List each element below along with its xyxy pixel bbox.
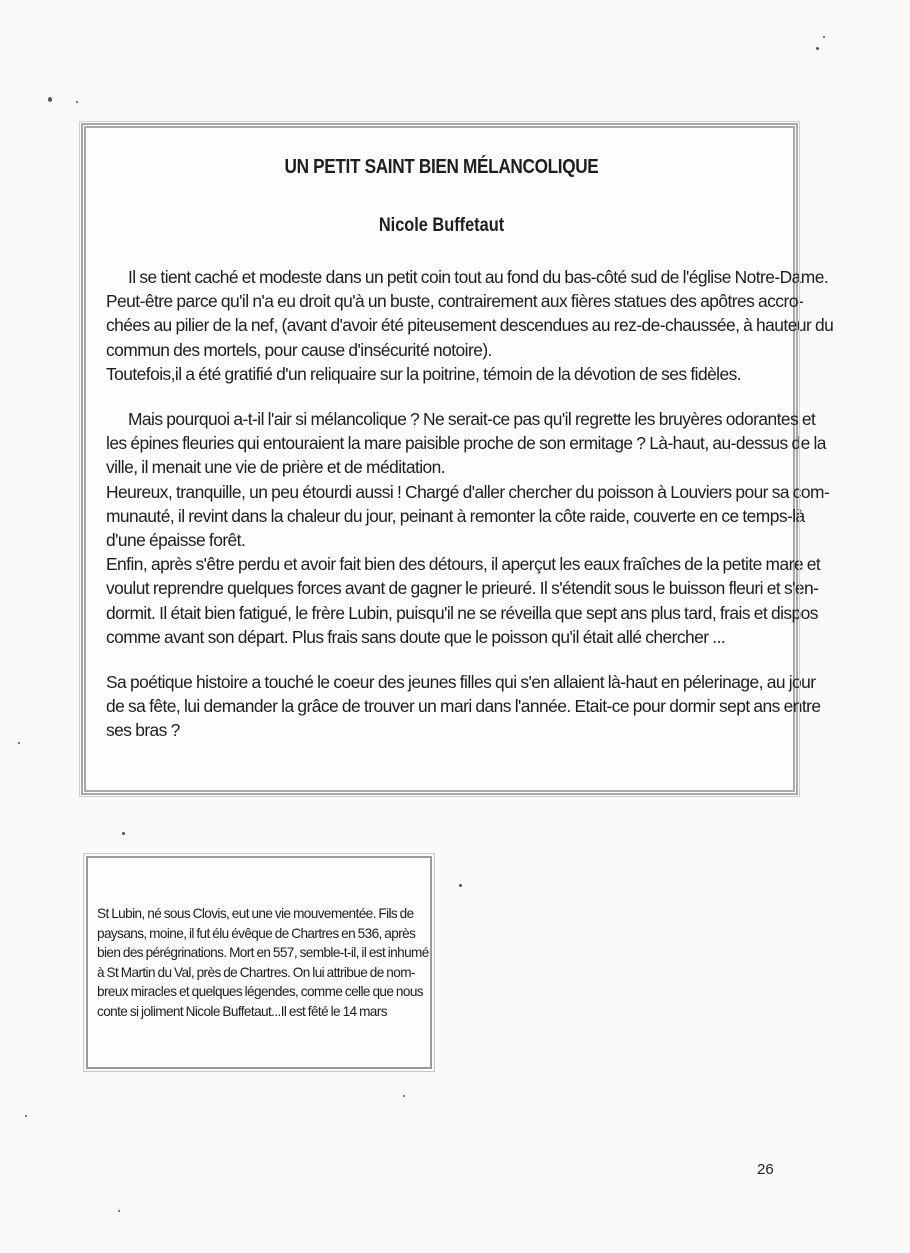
sidebar-note-line: breux miracles et quelques légendes, comme celle que nous [97, 984, 423, 1000]
scan-speck [122, 832, 125, 835]
article-line: Il se tient caché et modeste dans un petit coin tout au fond du bas-côté sud de l'église Notre-Dame. [128, 267, 829, 287]
scan-speck [48, 97, 52, 102]
article-line: Heureux, tranquille, un peu étourdi aussi ! Chargé d'aller chercher du poisson à Louviers pour sa com- [106, 481, 830, 502]
article-line: commun des mortels, pour cause d'insécurité notoire). [106, 339, 492, 360]
scan-speck [403, 1095, 405, 1097]
article-paragraph-1 [106, 265, 834, 386]
article-line: d'une épaisse forêt. [106, 530, 246, 551]
scan-speck [18, 742, 20, 744]
sidebar-note-box [86, 856, 432, 1069]
sidebar-note-line: à St Martin du Val, près de Chartres. On lui attribue de nom- [97, 964, 415, 980]
scan-speck [823, 36, 825, 38]
article-line: dormit. Il était bien fatigué, le frère Lubin, puisqu'il ne se réveilla que sept ans plus tard, frais et dispos [106, 602, 818, 623]
article-line: munauté, il revint dans la chaleur du jour, peinant à remonter la côte raide, couverte en ce temps-là [106, 505, 805, 526]
article-line: Enfin, après s'être perdu et avoir fait bien des détours, il aperçut les eaux fraîches de la petite mare et [106, 554, 821, 575]
scan-speck [118, 1210, 120, 1212]
article-line: chées au pilier de la nef, (avant d'avoir été piteusement descendues au rez-de-chaussée, à hauteur du [106, 315, 834, 336]
article-author: Nicole Buffetaut [378, 215, 505, 236]
article-box [81, 123, 834, 795]
article-paragraph-2 [106, 407, 830, 649]
sidebar-note-line: paysans, moine, il fut élu évêque de Chartres en 536, après [97, 925, 416, 941]
article-line: Toutefois,il a été gratifié d'un reliquaire sur la poitrine, témoin de la dévotion de ses fidèles. [106, 363, 742, 384]
article-line: comme avant son départ. Plus frais sans doute que le poisson qu'il était allé chercher ... [106, 626, 726, 647]
scan-speck [76, 101, 78, 103]
scan-speck [816, 47, 819, 50]
article-line: les épines fleuries qui entouraient la mare paisible proche de son ermitage ? Là-haut, au-dessus de la [106, 433, 826, 454]
sidebar-note-text [97, 904, 429, 1022]
page-number: 26 [757, 1161, 774, 1178]
article-paragraph-3 [106, 670, 821, 743]
article-line: ville, il menait une vie de prière et de méditation. [106, 457, 446, 478]
article-line: Peut-être parce qu'il n'a eu droit qu'à un buste, contrairement aux fières statues des apôtres accro- [106, 291, 804, 312]
scan-speck [459, 884, 462, 887]
article-line: Sa poétique histoire a touché le coeur des jeunes filles qui s'en allaient là-haut en pélerinage, au jour [106, 672, 816, 693]
article-line: de sa fête, lui demander la grâce de trouver un mari dans l'année. Etait-ce pour dormir sept ans entre [106, 696, 821, 717]
sidebar-note-line: conte si joliment Nicole Buffetaut...Il est fêté le 14 mars [97, 1003, 387, 1019]
scan-speck [25, 1115, 27, 1117]
article-line: voulut reprendre quelques forces avant de gagner le prieuré. Il s'étendit sous le buisson fleuri et s'en- [106, 578, 819, 599]
sidebar-note-line: St Lubin, né sous Clovis, eut une vie mouvementée. Fils de [97, 906, 414, 921]
sidebar-note-line: bien des pérégrinations. Mort en 557, semble-t-il, il est inhumé [97, 945, 429, 961]
article-title: UN PETIT SAINT BIEN MÉLANCOLIQUE [284, 156, 599, 178]
article-line: ses bras ? [106, 720, 180, 741]
article-line: Mais pourquoi a-t-il l'air si mélancolique ? Ne serait-ce pas qu'il regrette les bruyères odorantes et [128, 409, 816, 430]
